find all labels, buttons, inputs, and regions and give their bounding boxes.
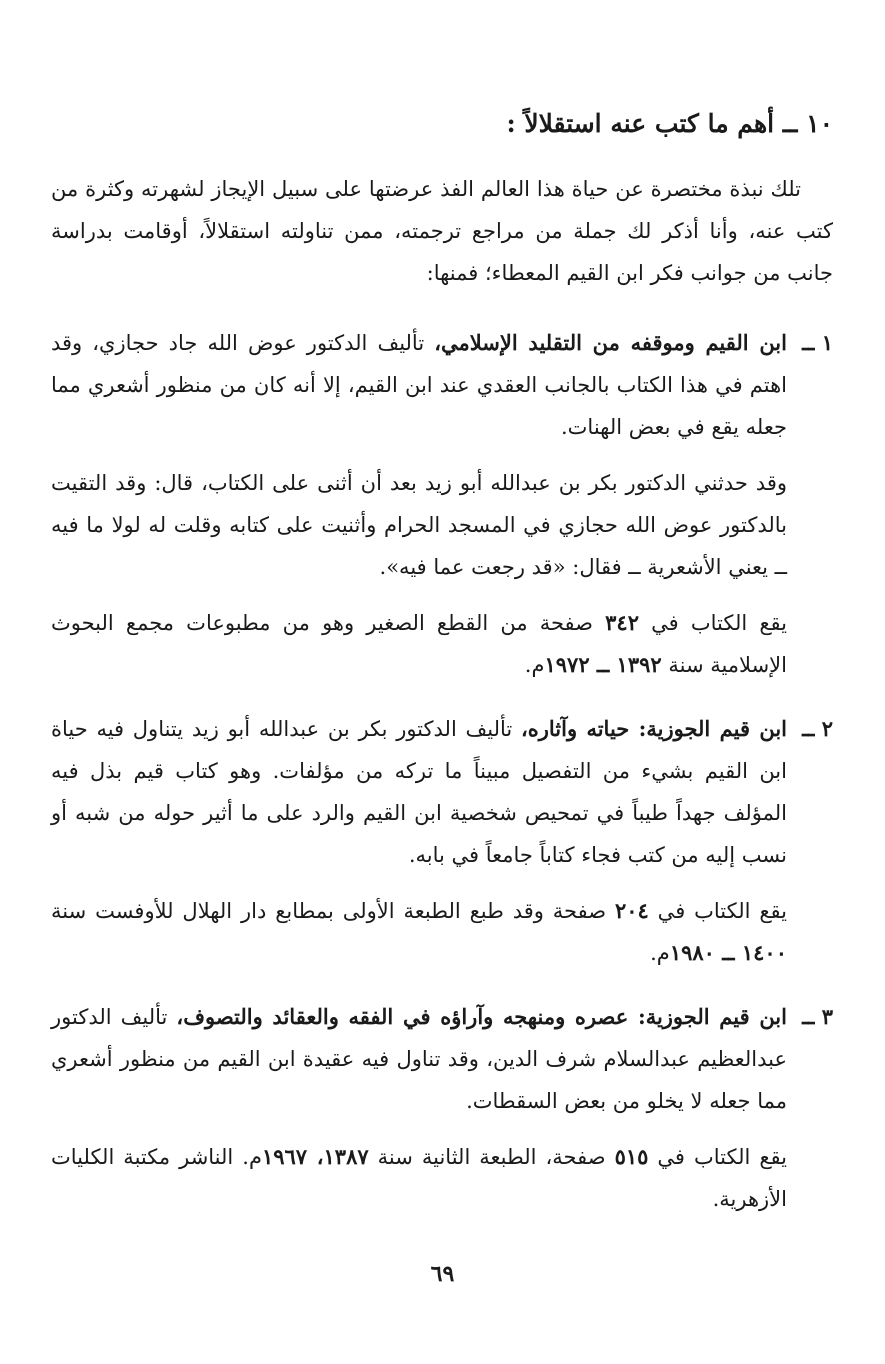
pub-text: صفحة، الطبعة الثانية سنة <box>368 1145 615 1169</box>
section-heading: ١٠ ــ أهم ما كتب عنه استقلالاً : <box>506 109 833 138</box>
pub-text: م. <box>524 653 545 677</box>
pub-text: م. الناشر مكتبة الكليات الأزهرية. <box>51 1145 787 1211</box>
publication-info <box>51 1136 787 1220</box>
item-description <box>51 708 787 876</box>
pub-text: صفحة وقد طبع الطبعة الأولى بمطابع دار الهلال للأوفست سنة <box>51 899 615 923</box>
item-description <box>51 996 787 1122</box>
book-title: ابن القيم وموقفه من التقليد الإسلامي، <box>434 330 787 355</box>
book-description: تأليف الدكتور عوض الله جاد حجازي، وقد اهتم في هذا الكتاب بالجانب العقدي عند ابن القيم، إلا أنه كان من منظور أشعري مما جعله يقع في بعض الهنات. <box>51 331 787 439</box>
item-body <box>51 996 787 1220</box>
pub-year: ١٣٩٢ ــ ١٩٧٢ <box>544 652 662 677</box>
item-body <box>51 322 787 686</box>
reference-item-1 <box>51 322 833 686</box>
book-title: ابن قيم الجوزية: حياته وآثاره، <box>520 716 788 741</box>
pub-text: يقع الكتاب في <box>648 1145 787 1169</box>
pub-text: صفحة من القطع الصغير وهو من مطبوعات مجمع البحوث الإسلامية سنة <box>51 611 787 677</box>
publication-info <box>51 890 787 974</box>
item-number: ٢ ــ <box>802 716 833 741</box>
pub-text: يقع الكتاب في <box>648 899 787 923</box>
item-number: ٣ ــ <box>802 1004 833 1029</box>
book-title: ابن قيم الجوزية: عصره ومنهجه وآراؤه في الفقه والعقائد والتصوف، <box>176 1004 787 1029</box>
pub-text: م. <box>650 941 670 965</box>
anecdote-paragraph: وقد حدثني الدكتور بكر بن عبدالله أبو زيد بعد أن أثنى على الكتاب، قال: وقد التقيت بالدكتور عوض الله حجازي في المسجد الحرام وأثنيت على كتابه وقلت له لولا ما فيه ــ يعني الأشعرية ــ فقال: «قد رجعت عما فيه». <box>51 471 787 579</box>
intro-paragraph: تلك نبذة مختصرة عن حياة هذا العالم الفذ عرضتها على سبيل الإيجاز لشهرته وكثرة من كتب عنه، وأنا أذكر لك جملة من مراجع ترجمته، ممن تناولته استقلالاً، أوقامت بدراسة جانب من جوانب فكر ابن القيم المعطاء؛ فمنها: <box>51 177 833 285</box>
pub-year: ١٣٨٧، ١٩٦٧ <box>261 1144 369 1169</box>
item-number: ١ ــ <box>802 330 833 355</box>
page-count: ٢٠٤ <box>614 898 649 923</box>
page-number: ٦٩ <box>430 1261 455 1287</box>
publication-info <box>51 602 787 686</box>
reference-item-2 <box>51 708 833 974</box>
pub-text: يقع الكتاب في <box>639 611 787 635</box>
reference-item-3 <box>51 996 833 1220</box>
pub-year: ١٤٠٠ ــ ١٩٨٠ <box>669 940 787 965</box>
book-description: تأليف الدكتور بكر بن عبدالله أبو زيد يتناول فيه حياة ابن القيم بشيء من التفصيل مبيناً ما تركه من مؤلفات. وهو كتاب قيم بذل فيه المؤلف جهداً طيباً في تمحيص شخصية ابن القيم والرد على ما أثير حوله من شبه أو نسب إليه من كتب فجاء كتاباً جامعاً في بابه. <box>51 717 787 867</box>
book-description: تأليف الدكتور عبدالعظيم عبدالسلام شرف الدين، وقد تناول فيه عقيدة ابن القيم من منظور أشعري مما جعله لا يخلو من بعض السقطات. <box>51 1005 787 1113</box>
item-description <box>51 322 787 448</box>
item-body <box>51 708 787 974</box>
page-content <box>51 104 833 1242</box>
page-count: ٥١٥ <box>614 1144 649 1169</box>
page-count: ٣٤٢ <box>605 610 639 635</box>
